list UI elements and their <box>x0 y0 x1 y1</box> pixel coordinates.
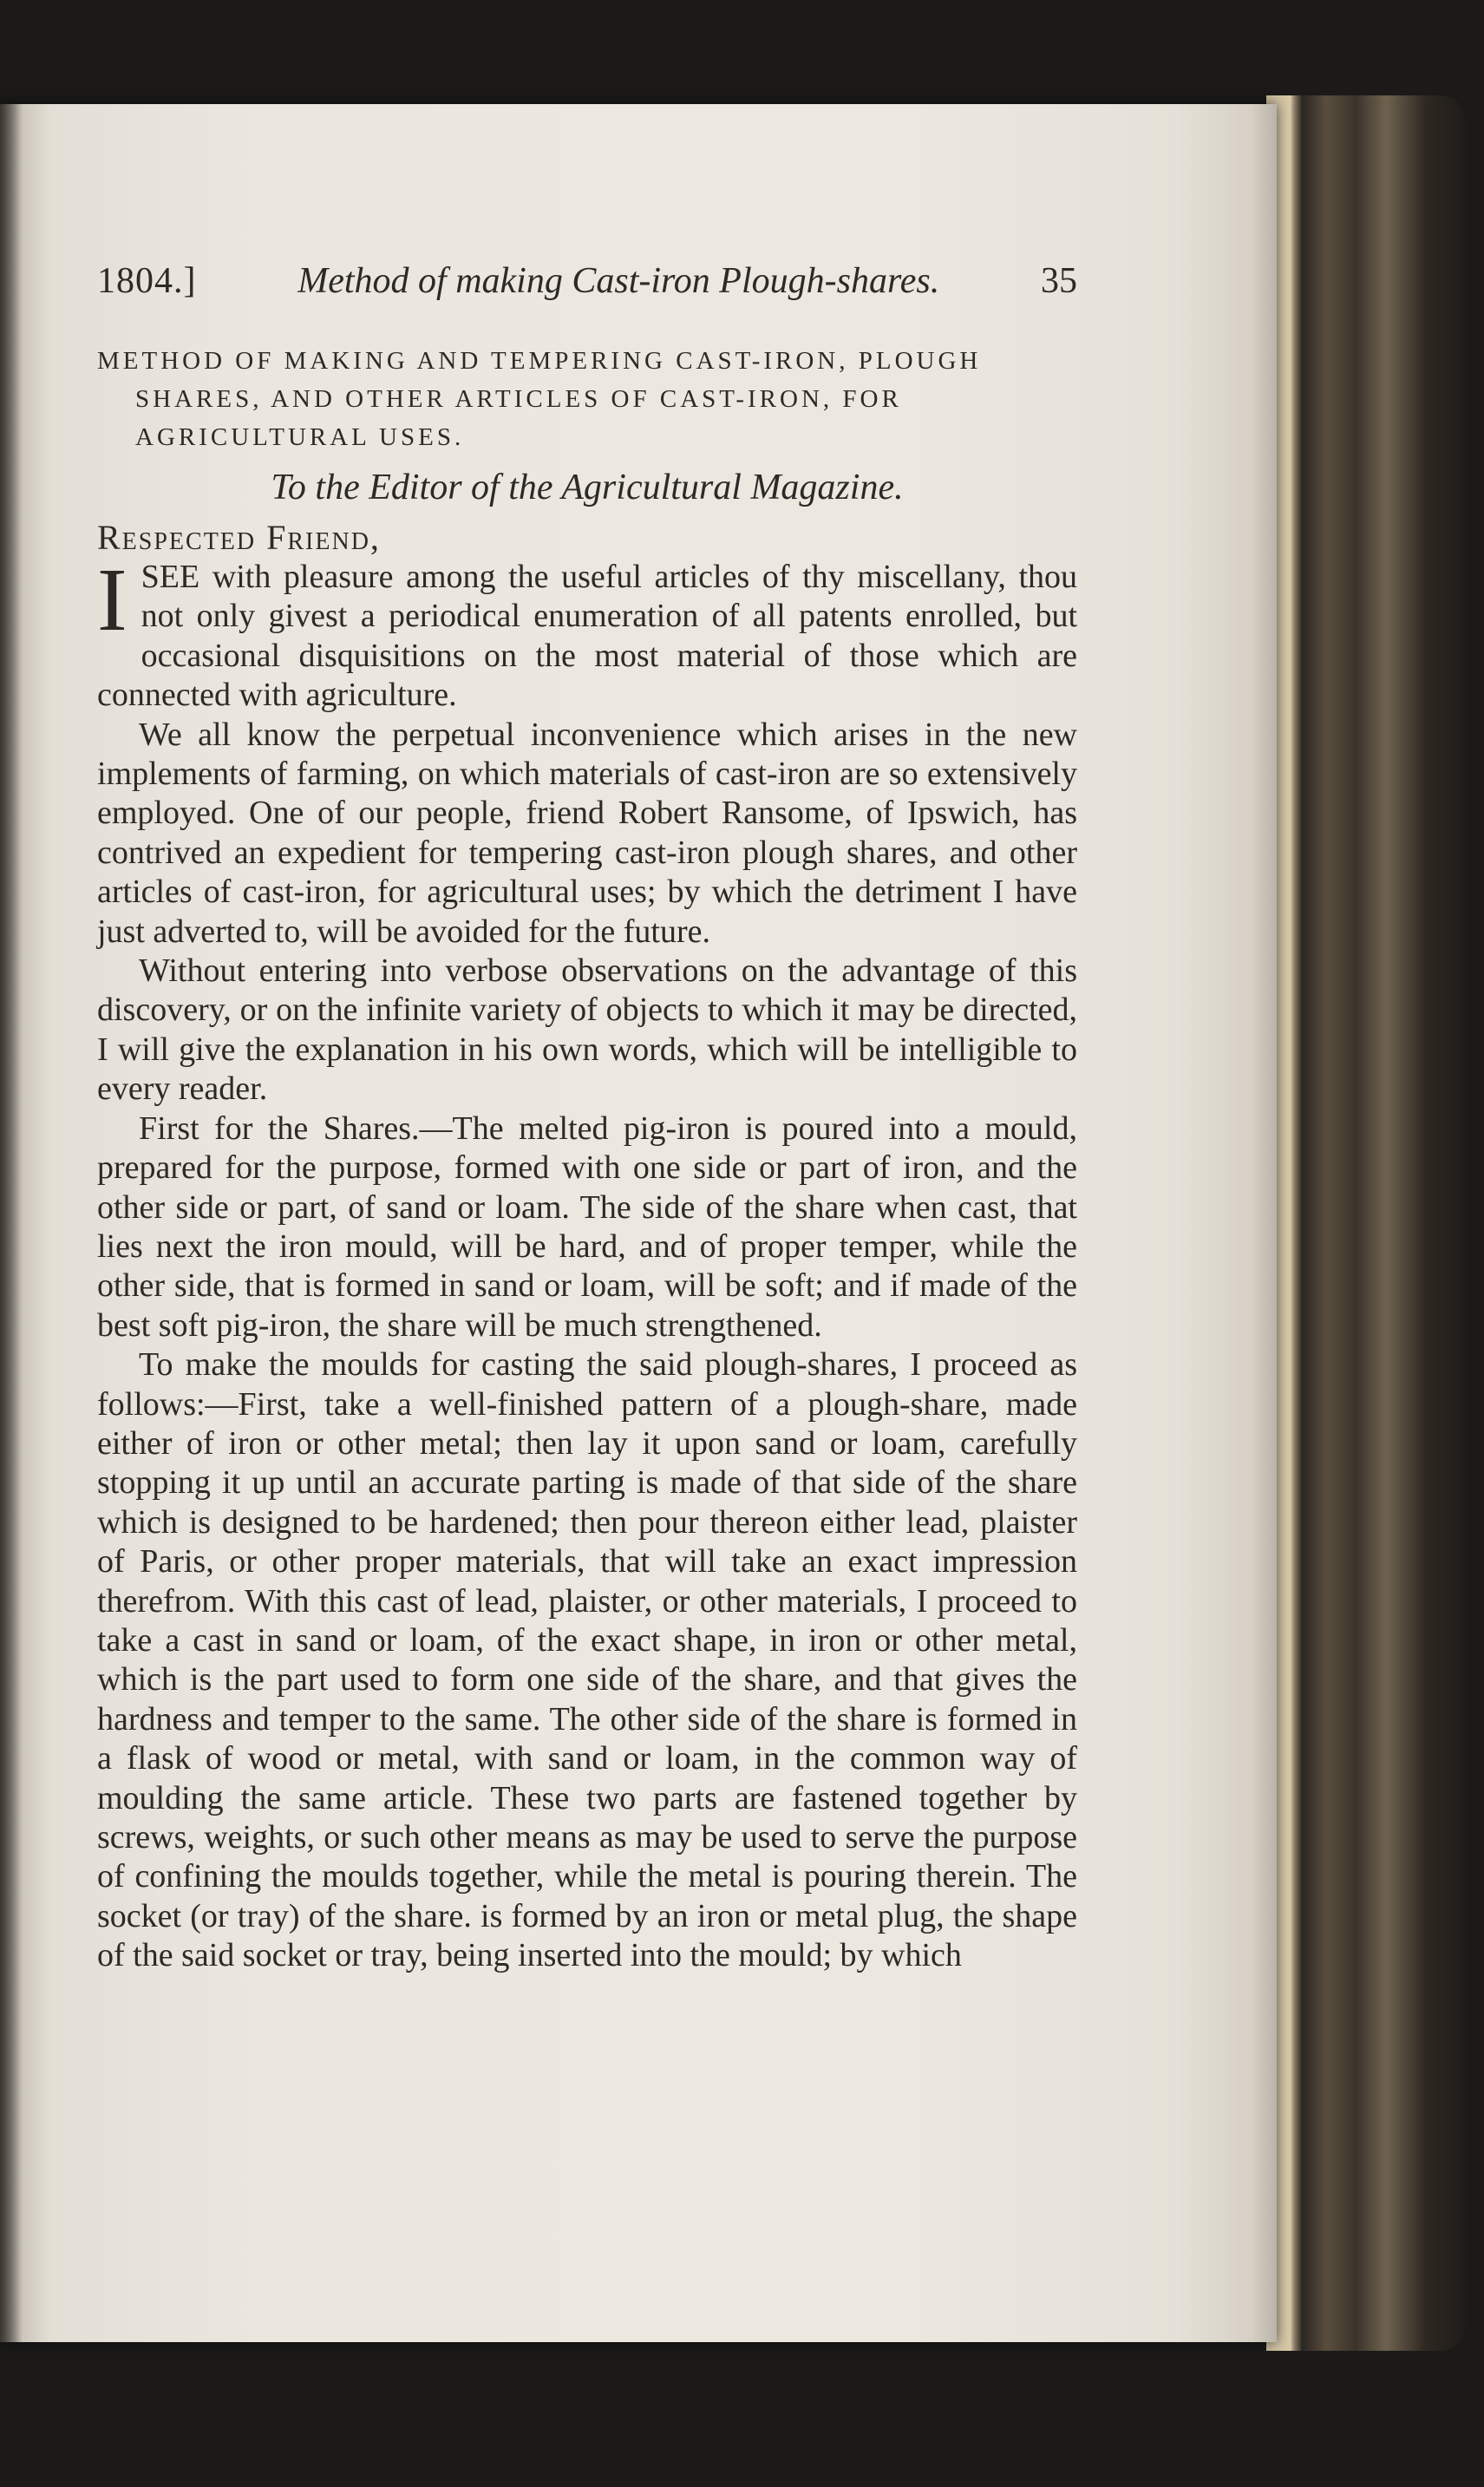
paragraph-5: To make the moulds for casting the said plough-shares, I proceed as follows:—First, take a well-finished pattern of a plough-share, made either of iron or other metal; then lay it upon sand or loam, carefully stopping it up until an accurate parting is made of that side of the share which is designed to be hardened; then pour thereon either lead, plaister of Paris, or other proper materials, that will take an exact impression therefrom. With this cast of lead, plaister, or other materials, I proceed to take a cast in sand or loam, of the exact shape, in iron or other metal, which is the part used to form one side of the share, and that gives the hardness and temper to the same. The other side of the share is formed in a flask of wood or metal, with sand or loam, in the common way of moulding the same article. These two parts are fastened together by screws, weights, or such other means as may be used to serve the purpose of confining the moulds together, while the metal is pouring therein. The socket (or tray) of the share. is formed by an iron or metal plug, the shape of the said socket or tray, being inserted into the mould; by which <box>97 1346 1077 1974</box>
article-title-line-3: AGRICULTURAL USES. <box>135 423 465 451</box>
running-head <box>97 260 1077 302</box>
book-fore-edge <box>1266 95 1466 2351</box>
page-content <box>97 156 1077 1976</box>
running-head-year: 1804.] <box>97 261 197 301</box>
article-title-line-2: SHARES, AND OTHER ARTICLES OF CAST-IRON, FOR <box>135 385 902 413</box>
article-title <box>97 342 1077 456</box>
gutter-shadow <box>0 104 23 2342</box>
salutation: Respected Friend, <box>97 518 381 557</box>
paragraph-4: First for the Shares.—The melted pig-iron is poured into a mould, prepared for the purpose, formed with one side or part of iron, and the other side or part, of sand or loam. The side of the share when cast, that lies next the iron mould, will be hard, and of proper temper, while the other side, that is formed in sand or loam, will be soft; and if made of the best soft pig-iron, the share will be much strengthened. <box>97 1109 1077 1344</box>
paragraph-3: Without entering into verbose observations on the advantage of this discovery, or on the infinite variety of objects to which it may be directed, I will give the explanation in his own words, which will be intelligible to every reader. <box>97 952 1077 1108</box>
page-number: 35 <box>1041 261 1077 301</box>
paragraph-2: We all know the perpetual inconvenience which arises in the new implements of farming, on which materials of cast-iron are so extensively employed. One of our people, friend Robert Ransome, of Ipswich, has contrived an expedient for tempering cast-iron plough shares, and other articles of cast-iron, for agricultural uses; by which the detriment I have just adverted to, will be avoided for the future. <box>97 716 1077 950</box>
drop-cap: I <box>97 550 127 650</box>
article-body <box>97 550 1077 1976</box>
article-title-line-1: METHOD OF MAKING AND TEMPERING CAST-IRON, PLOUGH <box>97 347 982 375</box>
running-head-title: Method of making Cast-iron Plough-shares. <box>297 261 940 301</box>
paragraph-1-text: SEE with pleasure among the useful articles of thy miscellany, thou not only givest a periodical enumeration of all patents enrolled, but occasional disquisitions on the most material of those which are connected with agriculture. <box>97 559 1077 714</box>
editor-address: To the Editor of the Agricultural Magazine. <box>271 468 904 507</box>
paragraph-1 <box>97 550 1077 716</box>
